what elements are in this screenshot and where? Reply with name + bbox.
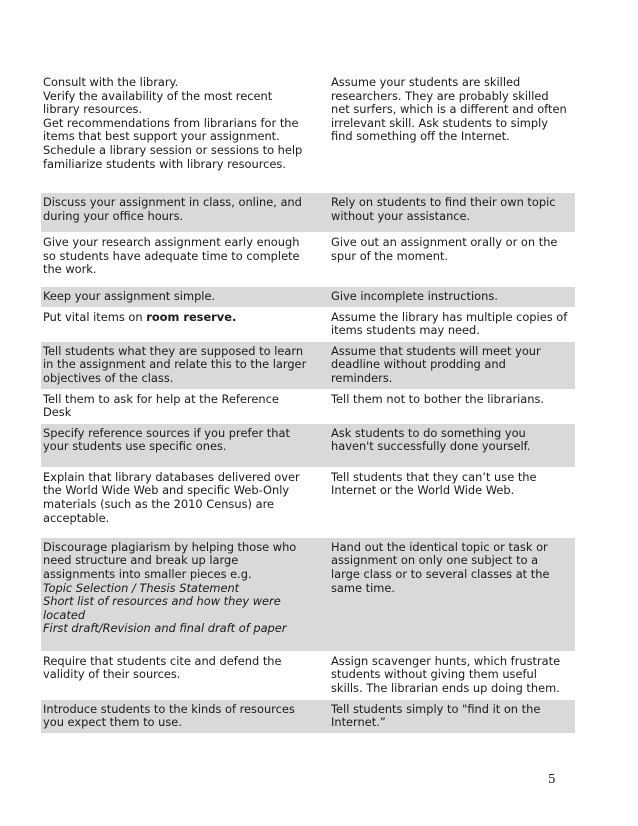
text-segment: Give incomplete instructions.: [331, 289, 498, 303]
text-segment: your students use specific ones.: [43, 439, 227, 454]
do-cell: [41, 537, 315, 651]
text-line: [331, 76, 573, 90]
text-segment: without your assistance.: [331, 208, 471, 223]
text-segment: reminders.: [331, 370, 393, 385]
text-line: [43, 498, 313, 512]
column-gap: [315, 467, 329, 537]
text-line: [331, 582, 573, 596]
dont-cell: [329, 699, 575, 733]
text-segment: Consult with the library.: [43, 75, 179, 89]
bold-text: room reserve.: [146, 309, 237, 324]
dont-cell: [329, 233, 575, 287]
text-line: [331, 682, 573, 696]
text-line: [331, 655, 573, 669]
text-segment: Specify reference sources if you prefer that: [43, 425, 290, 440]
dont-cell: [329, 341, 575, 389]
do-cell: [41, 341, 315, 389]
do-cell: [41, 699, 315, 733]
text-segment: Schedule a library session or sessions to help: [43, 142, 303, 157]
column-gap: [315, 73, 329, 193]
table-row: [41, 699, 575, 733]
text-line: [43, 471, 313, 485]
text-segment: Get recommendations from librarians for the: [43, 115, 299, 130]
column-gap: [315, 389, 329, 423]
text-segment: Introduce students to the kinds of resources: [43, 701, 295, 716]
column-gap: [315, 423, 329, 467]
text-line: [331, 541, 573, 555]
text-line: [43, 236, 313, 250]
text-line: [43, 358, 313, 372]
text-line: [331, 117, 573, 131]
text-segment: Give your research assignment early enough: [43, 235, 300, 249]
dont-cell: [329, 651, 575, 699]
italic-text: First draft/Revision and final draft of paper: [43, 621, 287, 636]
text-line: [43, 210, 313, 224]
text-line: [43, 622, 313, 636]
text-segment: Put vital items on: [43, 309, 147, 324]
text-segment: net surfers, which is a different and often: [331, 102, 567, 117]
text-segment: the work.: [43, 262, 97, 277]
text-line: [331, 668, 573, 682]
text-segment: Verify the availability of the most recent: [43, 88, 273, 103]
text-line: [43, 512, 313, 526]
text-line: [331, 324, 573, 338]
text-segment: find something off the Internet.: [331, 129, 510, 144]
text-segment: Tell them to ask for help at the Reference: [43, 391, 279, 406]
table-row: [41, 287, 575, 308]
text-segment: in the assignment and relate this to the larger: [43, 357, 307, 372]
text-line: [331, 393, 573, 407]
text-segment: Assume that students will meet your: [331, 343, 541, 358]
text-line: [331, 103, 573, 117]
text-line: [43, 372, 313, 386]
text-segment: researchers. They are probably skilled: [331, 88, 549, 103]
column-gap: [315, 537, 329, 651]
column-gap: [315, 651, 329, 699]
text-segment: Tell them not to bother the librarians.: [331, 391, 545, 406]
text-line: [43, 393, 313, 407]
text-segment: Rely on students to find their own topic: [331, 195, 556, 209]
column-gap: [315, 233, 329, 287]
text-line: [331, 250, 573, 264]
text-line: [43, 406, 313, 420]
text-line: [331, 703, 573, 717]
text-line: [331, 311, 573, 325]
text-line: [43, 103, 313, 117]
table-row: [41, 537, 575, 651]
text-line: [43, 144, 313, 158]
table-row: [41, 73, 575, 193]
text-line: [331, 471, 573, 485]
text-line: [331, 440, 573, 454]
text-line: [331, 484, 573, 498]
italic-text: Short list of resources and how they were: [43, 594, 281, 609]
text-segment: Discourage plagiarism by helping those who: [43, 539, 297, 554]
text-segment: Ask students to do something you: [331, 425, 526, 440]
text-line: [43, 668, 313, 682]
text-segment: so students have adequate time to complete: [43, 248, 300, 263]
text-line: [43, 263, 313, 277]
text-line: [43, 345, 313, 359]
do-cell: [41, 73, 315, 193]
text-segment: Require that students cite and defend the: [43, 653, 282, 668]
text-segment: Explain that library databases delivered over: [43, 469, 300, 484]
do-cell: [41, 423, 315, 467]
text-segment: large class or to several classes at the: [331, 566, 550, 581]
text-segment: Internet.”: [331, 715, 386, 730]
text-segment: Assume your students are skilled: [331, 75, 521, 89]
text-segment: items that best support your assignment.: [43, 129, 280, 144]
text-segment: skills. The librarian ends up doing them.: [331, 680, 560, 695]
dont-cell: [329, 423, 575, 467]
text-segment: items students may need.: [331, 323, 480, 338]
table-row: [41, 389, 575, 423]
text-segment: deadline without prodding and: [331, 357, 506, 372]
text-segment: Internet or the World Wide Web.: [331, 483, 515, 498]
text-line: [331, 210, 573, 224]
text-segment: Tell students that they can’t use the: [331, 469, 537, 484]
column-gap: [315, 699, 329, 733]
text-line: [43, 130, 313, 144]
text-line: [331, 290, 573, 304]
text-line: [43, 311, 313, 325]
text-line: [43, 117, 313, 131]
text-line: [43, 427, 313, 441]
text-segment: irrelevant skill. Ask students to simply: [331, 115, 548, 130]
text-line: [331, 358, 573, 372]
text-segment: Assume the library has multiple copies of: [331, 309, 568, 324]
text-segment: spur of the moment.: [331, 248, 449, 263]
do-cell: [41, 307, 315, 341]
table-row: [41, 341, 575, 389]
text-segment: Keep your assignment simple.: [43, 289, 216, 303]
text-line: [331, 345, 573, 359]
text-segment: haven't successfully done yourself.: [331, 439, 531, 454]
text-line: [43, 158, 313, 172]
text-line: [331, 427, 573, 441]
text-line: [331, 90, 573, 104]
text-segment: assignments into smaller pieces e.g.: [43, 566, 252, 581]
do-cell: [41, 287, 315, 308]
dos-and-donts-table: [41, 72, 575, 733]
text-line: [43, 554, 313, 568]
text-line: [331, 130, 573, 144]
column-gap: [315, 307, 329, 341]
text-line: [43, 568, 313, 582]
text-line: [43, 703, 313, 717]
text-segment: objectives of the class.: [43, 370, 174, 385]
table-row: [41, 423, 575, 467]
column-gap: [315, 193, 329, 233]
text-segment: Assign scavenger hunts, which frustrate: [331, 653, 561, 668]
text-segment: assignment on only one subject to a: [331, 553, 539, 568]
dont-cell: [329, 537, 575, 651]
text-segment: during your office hours.: [43, 208, 184, 223]
table-row: [41, 233, 575, 287]
text-segment: library resources.: [43, 102, 143, 117]
do-cell: [41, 233, 315, 287]
text-line: [43, 609, 313, 623]
text-line: [43, 716, 313, 730]
text-line: [43, 582, 313, 596]
text-line: [43, 595, 313, 609]
text-line: [43, 440, 313, 454]
text-line: [331, 236, 573, 250]
dont-cell: [329, 389, 575, 423]
text-segment: Give out an assignment orally or on the: [331, 235, 558, 249]
text-line: [43, 90, 313, 104]
text-segment: validity of their sources.: [43, 667, 181, 682]
dont-cell: [329, 467, 575, 537]
text-line: [331, 568, 573, 582]
column-gap: [315, 341, 329, 389]
text-segment: Hand out the identical topic or task or: [331, 539, 548, 554]
table-row: [41, 193, 575, 233]
text-line: [43, 250, 313, 264]
text-line: [331, 554, 573, 568]
text-segment: the World Wide Web and specific Web-Only: [43, 483, 290, 498]
page-number: 5: [548, 772, 556, 786]
dont-cell: [329, 287, 575, 308]
text-segment: Tell students what they are supposed to learn: [43, 343, 304, 358]
text-line: [43, 290, 313, 304]
text-line: [331, 372, 573, 386]
column-gap: [315, 287, 329, 308]
table-row: [41, 651, 575, 699]
text-line: [43, 196, 313, 210]
table-row: [41, 467, 575, 537]
do-cell: [41, 467, 315, 537]
text-segment: students without giving them useful: [331, 667, 537, 682]
text-segment: same time.: [331, 580, 395, 595]
dont-cell: [329, 193, 575, 233]
dont-cell: [329, 307, 575, 341]
text-segment: need structure and break up large: [43, 553, 239, 568]
do-cell: [41, 651, 315, 699]
italic-text: Topic Selection / Thesis Statement: [43, 580, 240, 595]
text-segment: Discuss your assignment in class, online, and: [43, 195, 302, 209]
dont-cell: [329, 73, 575, 193]
text-line: [331, 716, 573, 730]
text-segment: Desk: [43, 405, 72, 420]
text-line: [43, 484, 313, 498]
text-line: [43, 76, 313, 90]
do-cell: [41, 193, 315, 233]
table-body: [41, 73, 575, 734]
text-line: [43, 541, 313, 555]
italic-text: located: [43, 607, 86, 622]
text-line: [43, 655, 313, 669]
text-segment: familiarize students with library resources.: [43, 156, 286, 171]
text-segment: materials (such as the 2010 Census) are: [43, 496, 275, 511]
text-segment: you expect them to use.: [43, 715, 182, 730]
do-cell: [41, 389, 315, 423]
text-segment: Tell students simply to "find it on the: [331, 701, 541, 716]
table-row: [41, 307, 575, 341]
text-line: [331, 196, 573, 210]
text-segment: acceptable.: [43, 510, 110, 525]
